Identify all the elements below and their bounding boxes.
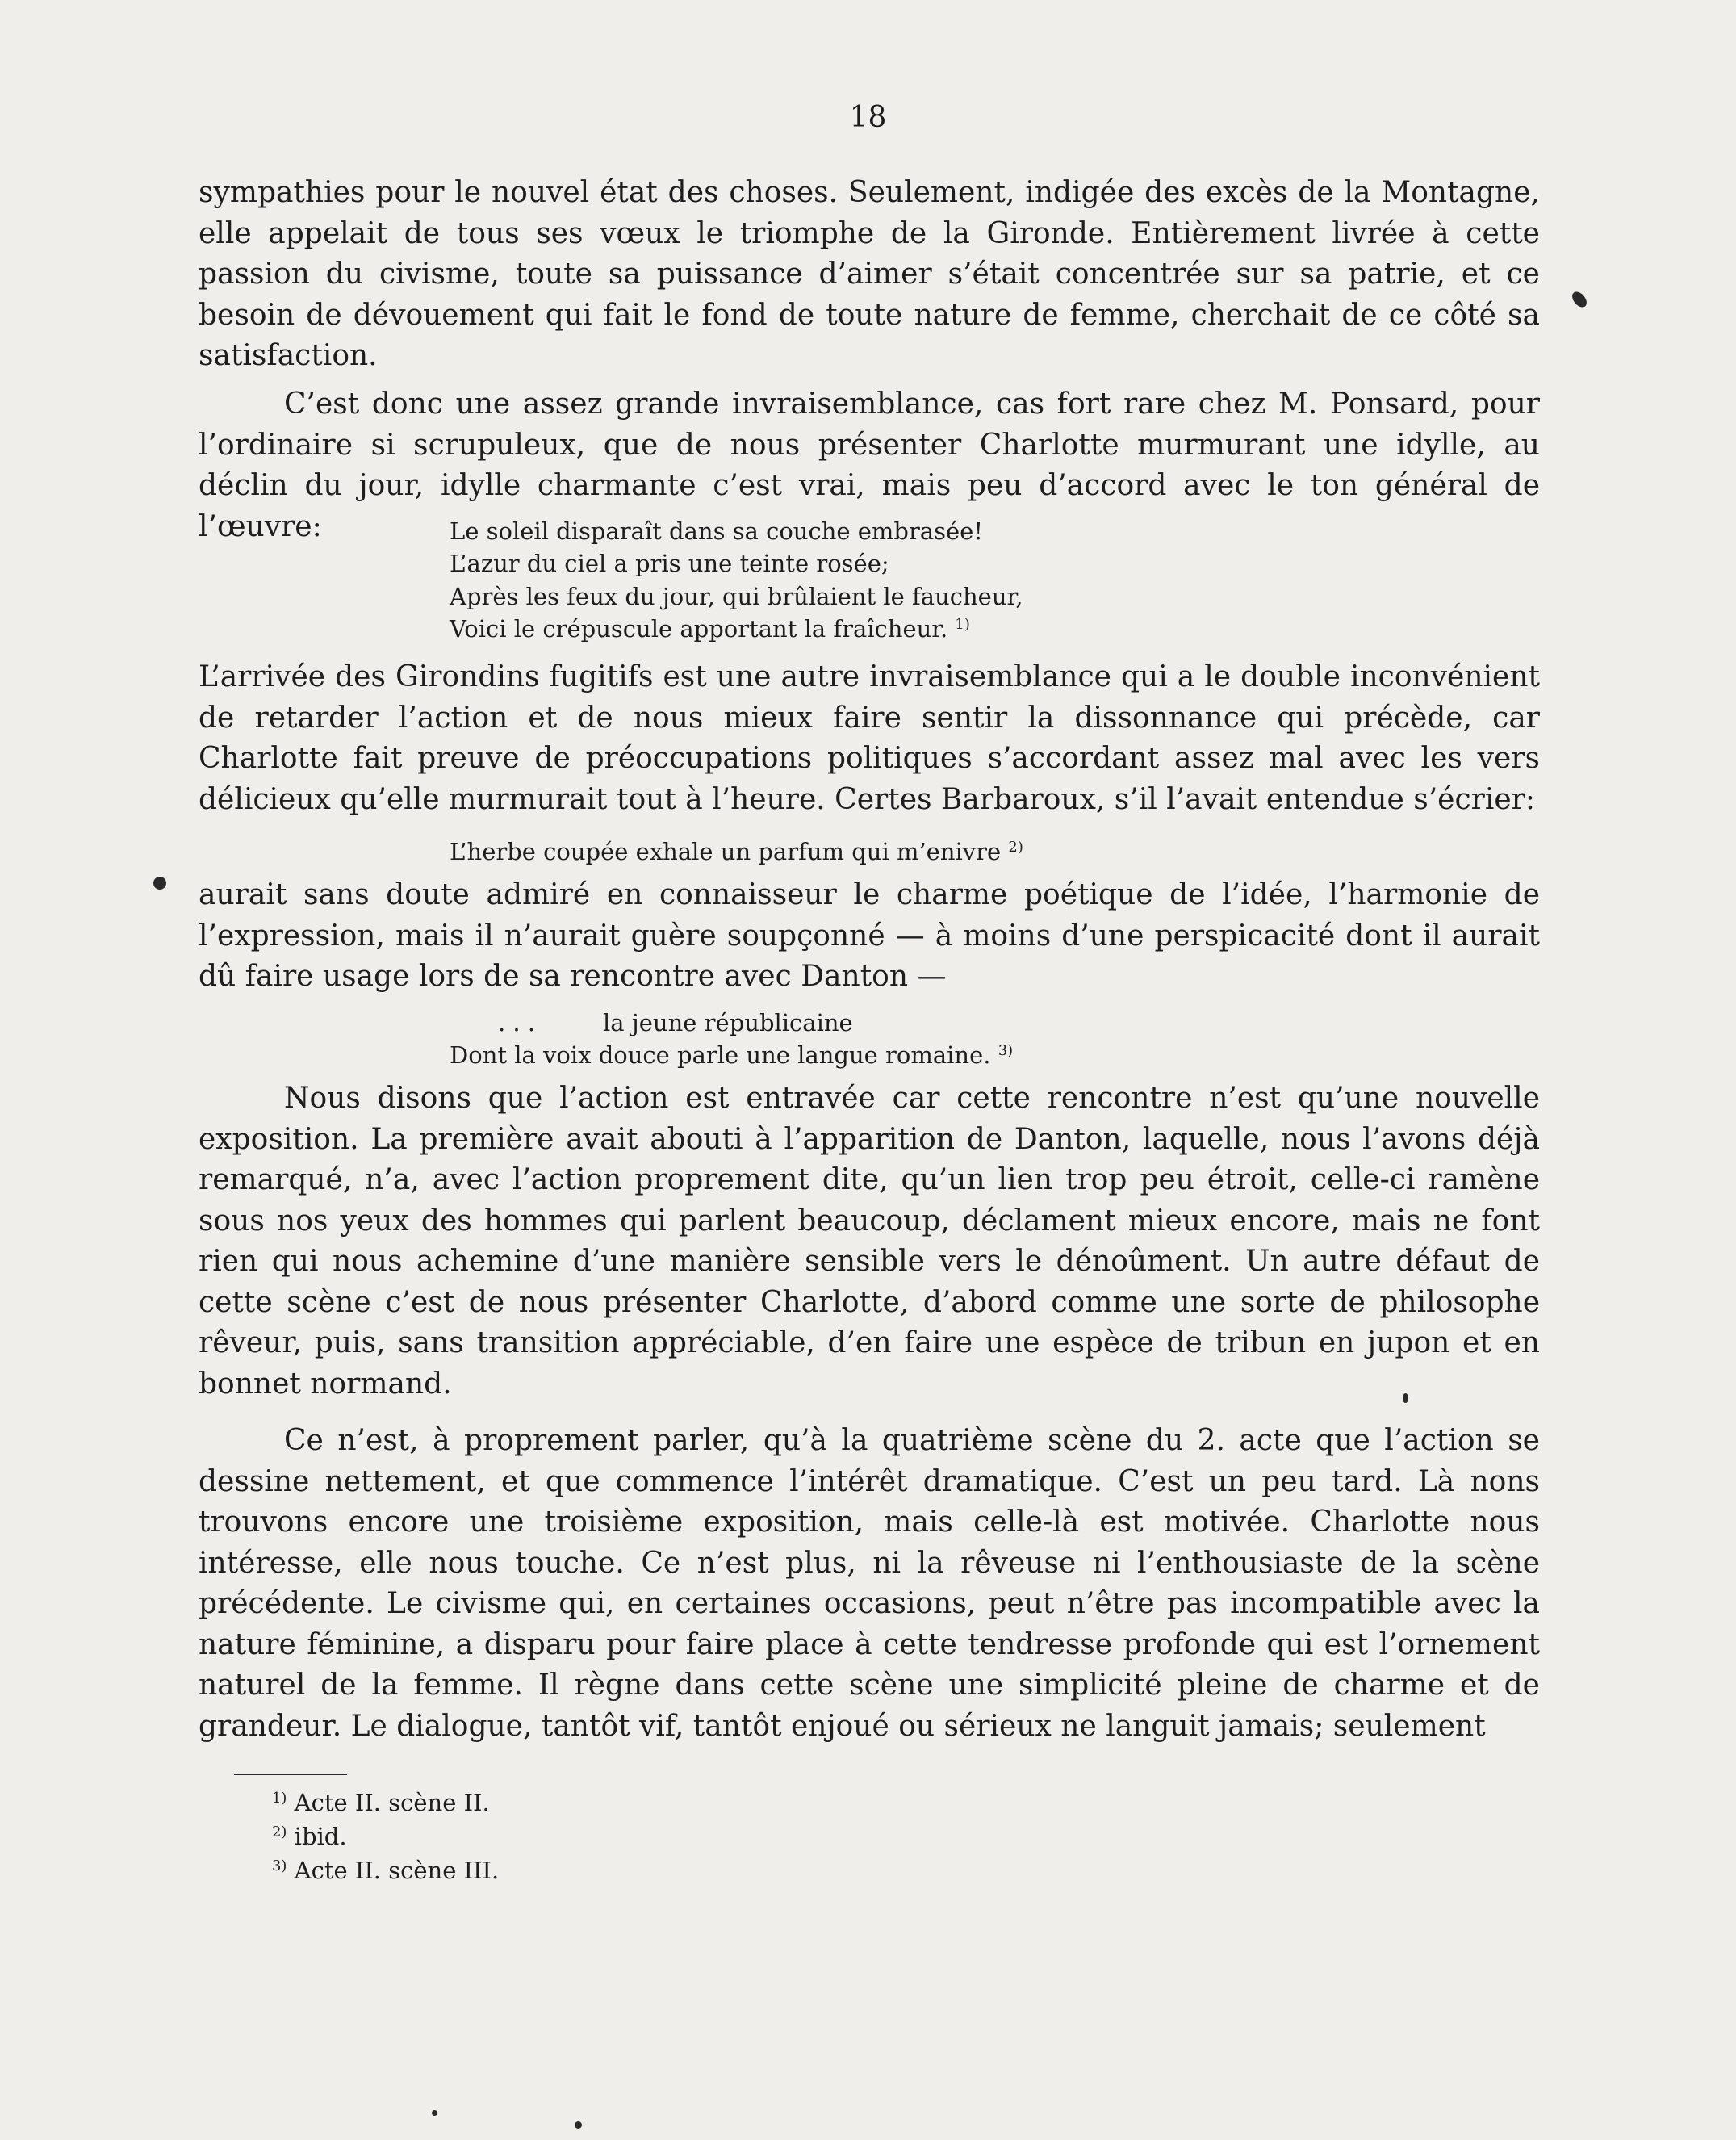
footnote-ref-2: 2) bbox=[1008, 839, 1023, 856]
page-number: 18 bbox=[849, 101, 887, 134]
footnote-rule bbox=[234, 1774, 347, 1775]
paragraph-exposition: Nous disons que l’action est entravée car cette rencontre n’est qu’une nouvelle exposition. La première avait abouti à l’apparition de Danton, laquelle, nous l’avons déjà remarqué, n’a, avec l’action proprement dite, qu’un lien trop peu étroit, celle-ci ramène sous nos yeux des hommes qui parlent beaucoup, déclament mieux encore, mais ne font rien qui nous achemine d’une manière sensible vers le dénoûment. Un autre défaut de cette scène c’est de nous présenter Charlotte, d’abord comme une sorte de philosophe rêveur, puis, sans transition appréciable, d’en faire une espèce de tribun en jupon et en bonnet normand. bbox=[199, 1082, 1540, 1401]
verse-ellipsis: . . . bbox=[498, 1009, 536, 1036]
verse-herbe bbox=[450, 835, 1418, 868]
verse-line: Après les feux du jour, qui brûlaient le faucheur, bbox=[450, 582, 1023, 610]
verse-line bbox=[450, 1039, 1418, 1071]
footnote-ref-3: 3) bbox=[998, 1042, 1014, 1060]
verse-line bbox=[450, 613, 1418, 645]
ink-speck bbox=[1570, 289, 1590, 310]
verse-idylle bbox=[450, 515, 1418, 646]
verse-text: Dont la voix douce parle une langue romaine. bbox=[450, 1041, 991, 1070]
verse-line bbox=[450, 835, 1418, 868]
footnote-item bbox=[272, 1820, 998, 1853]
ink-speck bbox=[1403, 1393, 1408, 1403]
verse-text: L’herbe coupée exhale un parfum qui m’enivre bbox=[450, 838, 1002, 865]
paragraph-girondins: L’arrivée des Girondins fugitifs est une autre invraisemblance qui a le double inconvénient de retarder l’action et de nous mieux faire sentir la dissonnance qui précède, car Charlotte fait preuve de préoccupations politiques s’accordant assez mal avec les vers délicieux qu’elle murmurait tout à l’heure. Certes Barbaroux, s’il l’avait entendue s’écrier: bbox=[199, 660, 1540, 816]
verse-text: Voici le crépuscule apportant la fraîcheur. bbox=[450, 615, 948, 643]
verse-republicaine bbox=[450, 1007, 1418, 1072]
ink-speck bbox=[432, 2110, 437, 2116]
verse-text: la jeune républicaine bbox=[603, 1009, 853, 1036]
footnote-ref-1: 1) bbox=[955, 616, 970, 634]
footnote-mark: 3) bbox=[272, 1857, 287, 1875]
footnote-text: ibid. bbox=[294, 1823, 347, 1850]
paragraph-invraisemblance: C’est donc une assez grande invraisemblance, cas fort rare chez M. Ponsard, pour l’ordinaire si scrupuleux, que de nous présenter Charlotte murmurant une idylle, au déclin du jour, idylle charmante c’est vrai, mais peu d’accord avec le ton général de l’œuvre: bbox=[199, 387, 1540, 543]
footnote-item bbox=[272, 1853, 998, 1887]
footnote-mark: 1) bbox=[272, 1790, 287, 1807]
footnotes bbox=[272, 1786, 998, 1887]
paragraph-connaisseur: aurait sans doute admiré en connaisseur le charme poétique de l’idée, l’harmonie de l’expression, mais il n’aurait guère soupçonné — à moins d’une perspicacité dont il aurait dû faire usage lors de sa rencontre avec Danton — bbox=[199, 878, 1540, 993]
paragraph-quatrieme-scene: Ce n’est, à proprement parler, qu’à la quatrième scène du 2. acte que l’action se dessine nettement, et que commence l’intérêt dramatique. C’est un peu tard. Là nons trouvons encore une troisième exposition, mais celle-là est motivée. Charlotte nous intéresse, elle nous touche. Ce n’est plus, ni la rêveuse ni l’enthousiaste de la scène précédente. Le civisme qui, en certaines occasions, peut n’être pas incompatible avec la nature féminine, a disparu pour faire place à cette tendresse profonde qui est l’ornement naturel de la femme. Il règne dans cette scène une simplicité pleine de charme et de grandeur. Le dialogue, tantôt vif, tantôt enjoué ou sérieux ne languit jamais; seulement bbox=[199, 1424, 1540, 1743]
ink-speck bbox=[153, 877, 166, 890]
ink-speck bbox=[575, 2121, 582, 2129]
footnote-text: Acte II. scène III. bbox=[294, 1857, 500, 1884]
footnote-mark: 2) bbox=[272, 1824, 287, 1841]
footnote-item bbox=[272, 1786, 998, 1820]
paragraph-sympathies: sympathies pour le nouvel état des choses. Seulement, indigée des excès de la Montagne, elle appelait de tous ses vœux le triomphe de la Gironde. Entièrement livrée à cette passion du civisme, toute sa puissance d’aimer s’était concentrée sur sa patrie, et ce besoin de dévouement qui fait le fond de toute nature de femme, cherchait de ce côté sa satisfaction. bbox=[199, 176, 1540, 372]
footnote-text: Acte II. scène II. bbox=[294, 1789, 490, 1816]
verse-line bbox=[498, 1007, 1418, 1039]
verse-line: L’azur du ciel a pris une teinte rosée; bbox=[450, 550, 889, 578]
verse-line: Le soleil disparaît dans sa couche embrasée! bbox=[450, 517, 983, 545]
